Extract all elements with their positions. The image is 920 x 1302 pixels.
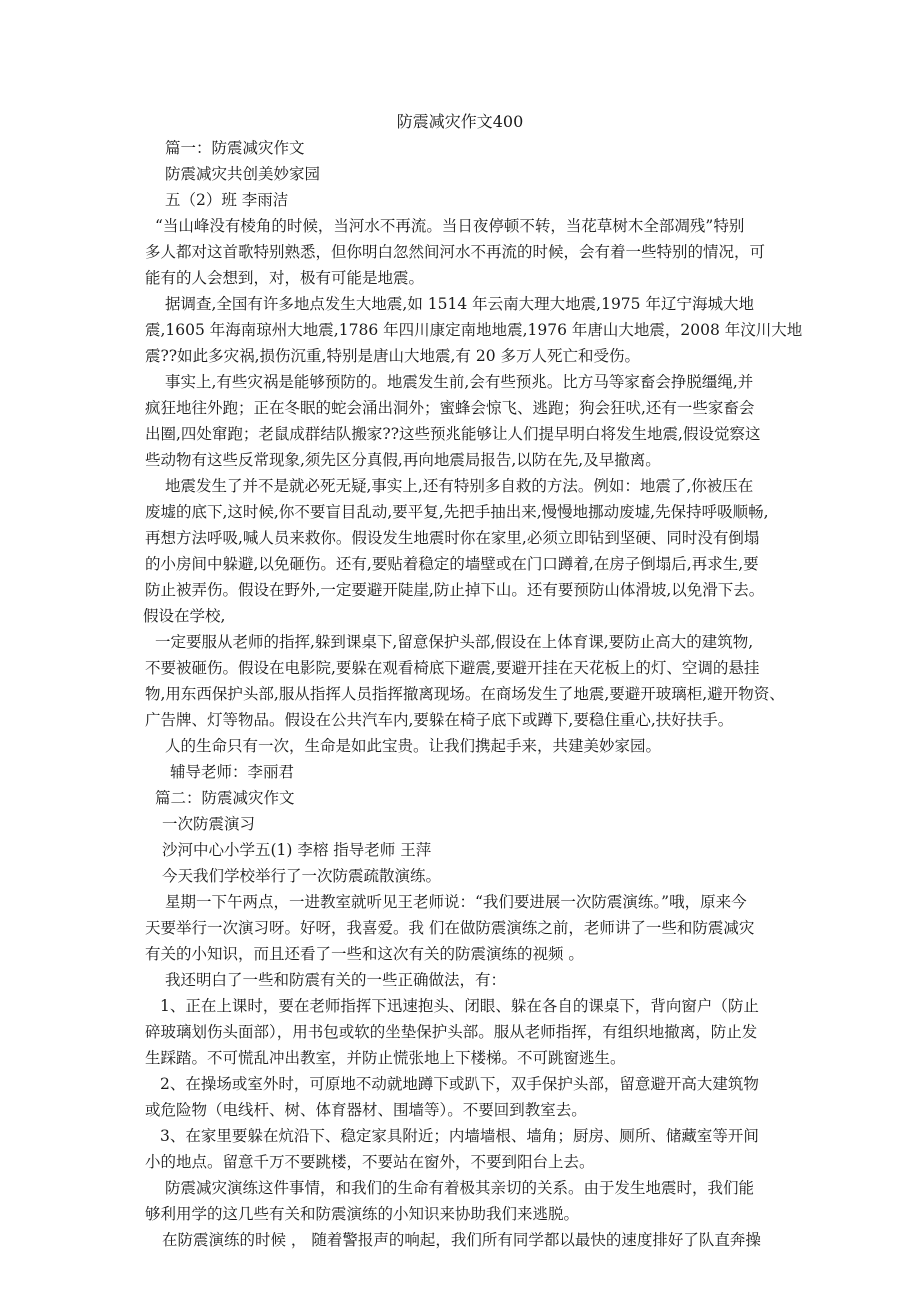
text-line: 震,1605 年海南琼州大地震,1786 年四川康定南地地震,1976 年唐山大地震，2008 年汶川大地 — [145, 321, 803, 339]
text-line: 今天我们学校举行了一次防震疏散演练。 — [162, 867, 442, 885]
text-line: 些动物有这些反常现象,须先区分真假,再向地震局报告,以防在先,及早撤离。 — [145, 451, 661, 469]
text-line: 1、正在上课时，要在老师指挥下迅速抱头、闭眼、躲在各自的课桌下，背向窗户（防止 — [160, 997, 759, 1015]
text-line: 事实上,有些灾祸是能够预防的。地震发生前,会有些预兆。比方马等家畜会挣脱缰绳,并 — [165, 373, 754, 391]
text-line: 我还明白了一些和防震有关的一些正确做法，有： — [165, 971, 507, 989]
text-line: 生踩踏。不可慌乱冲出教室，并防止慌张地上下楼梯。不可跳窗逃生。 — [145, 1049, 626, 1067]
text-line: 或危险物（电线杆、树、体育器材、围墙等）。不要回到教室去。 — [145, 1101, 587, 1119]
text-line: 再想方法呼吸,喊人员来救你。假设发生地震时你在家里,必须立即钻到坚硬、同时没有倒塌 — [145, 529, 760, 547]
text-line: 五（2）班 李雨洁 — [165, 191, 289, 209]
text-line: 篇一：防震减灾作文 — [165, 139, 305, 157]
text-line: 假设在学校, — [143, 607, 226, 625]
text-line: 人的生命只有一次，生命是如此宝贵。让我们携起手来，共建美妙家园。 — [165, 737, 662, 755]
text-line: 辅导老师：李丽君 — [170, 763, 295, 781]
text-line: 物,用东西保护头部,服从指挥人员指挥撤离现场。在商场发生了地震,要避开玻璃柜,避开物资、 — [145, 685, 785, 703]
text-line: 防震减灾共创美妙家园 — [165, 165, 321, 183]
text-line: 3、在家里要躲在炕沿下、稳定家具附近；内墙墙根、墙角；厨房、厕所、储藏室等开间 — [160, 1127, 759, 1145]
text-line: 废墟的底下,这时候,你不要盲目乱动,要平复,先把手抽出来,慢慢地挪动废墟,先保持呼吸顺畅, — [145, 503, 769, 521]
text-line: 疯狂地往外跑；正在冬眠的蛇会涌出洞外；蜜蜂会惊飞、逃跑；狗会狂吠,还有一些家畜会 — [145, 399, 755, 417]
text-line: 地震发生了并不是就必死无疑,事实上,还有特别多自救的方法。例如：地震了,你被压在 — [165, 477, 754, 495]
text-line: 的小房间中躲避,以免砸伤。还有,要贴着稳定的墙壁或在门口蹲着,在房子倒塌后,再求生,要 — [145, 555, 759, 573]
text-line: 2、在操场或室外时，可原地不动就地蹲下或趴下，双手保护头部，留意避开高大建筑物 — [160, 1075, 759, 1093]
text-line: 出圈,四处窜跑；老鼠成群结队搬家??这些预兆能够让人们提早明白将发生地震,假设觉察这 — [145, 425, 761, 443]
text-line: 震??如此多灾祸,损伤沉重,特别是唐山大地震,有 20 多万人死亡和受伤。 — [145, 347, 640, 365]
text-line: 多人都对这首歌特别熟悉，但你明白忽然间河水不再流的时候，会有着一些特别的情况，可 — [145, 243, 766, 261]
text-line: 够利用学的这几些有关和防震演练的小知识来协助我们来逃脱。 — [145, 1205, 580, 1223]
document-title: 防震减灾作文400 — [396, 112, 524, 131]
text-line: 防震减灾演练这件事情，和我们的生命有着极其亲切的关系。由于发生地震时，我们能 — [165, 1179, 755, 1197]
text-line: 小的地点。留意千万不要跳楼，不要站在窗外，不要到阳台上去。 — [145, 1153, 595, 1171]
text-line: 一定要服从老师的指挥,躲到课桌下,留意保护头部,假设在上体育课,要防止高大的建筑物, — [155, 633, 754, 651]
text-line: 广告牌、灯等物品。假设在公共汽车内,要躲在椅子底下或蹲下,要稳住重心,扶好扶手。 — [145, 711, 734, 729]
text-line: 星期一下午两点，一进教室就听见王老师说：“我们要进展一次防震演练。”哦，原来今 — [165, 893, 747, 911]
text-line: 碎玻璃划伤头面部），用书包或软的坐垫保护头部。服从老师指挥，有组织地撤离，防止发 — [145, 1023, 758, 1041]
text-line: 不要被砸伤。假设在电影院,要躲在观看椅底下避震,要避开挂在天花板上的灯、空调的悬挂 — [145, 659, 760, 677]
text-line: 一次防震演习 — [162, 815, 256, 833]
text-line: 篇二：防震减灾作文 — [155, 789, 295, 807]
text-line: 有关的小知识，而且还看了一些和这次有关的防震演练的视频 。 — [145, 945, 584, 963]
text-line: “当山峰没有棱角的时候，当河水不再流。当日夜停顿不转，当花草树木全部凋残”特别 — [155, 217, 745, 235]
text-line: 能有的人会想到，对，极有可能是地震。 — [145, 269, 425, 287]
text-line: 防止被弄伤。假设在野外,一定要避开陡崖,防止掉下山。还有要预防山体滑坡,以免滑下去。 — [145, 581, 765, 599]
text-line: 沙河中心小学五(1) 李榕 指导老师 王萍 — [162, 841, 432, 859]
text-line: 在防震演练的时候 ， 随着警报声的响起，我们所有同学都以最快的速度排好了队直奔操 — [162, 1231, 761, 1249]
text-line: 天要举行一次演习呀。好呀，我喜爱。我 们在做防震演练之前，老师讲了一些和防震减灾 — [145, 919, 755, 937]
text-line: 据调查,全国有许多地点发生大地震,如 1514 年云南大理大地震,1975 年辽宁海城大地 — [165, 295, 754, 313]
